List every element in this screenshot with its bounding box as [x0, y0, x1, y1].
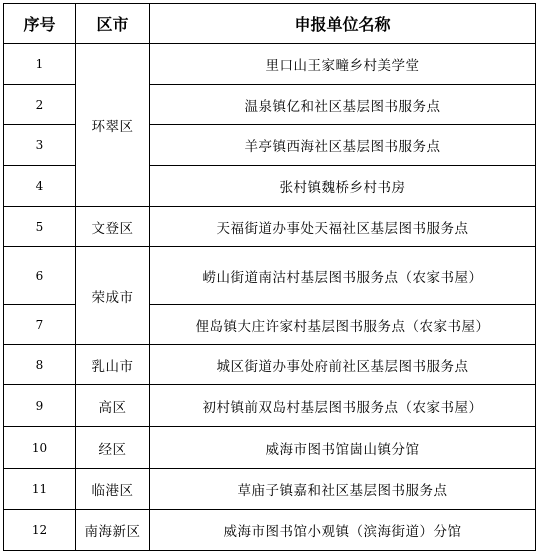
header-serial: 序号: [4, 4, 76, 44]
row-unit-name: 天福街道办事处天福社区基层图书服务点: [150, 207, 536, 247]
row-district: 荣成市: [76, 247, 150, 345]
row-unit-name: 张村镇魏桥乡村书房: [150, 166, 536, 207]
row-unit-name: 威海市图书馆小观镇（滨海街道）分馆: [150, 510, 536, 551]
table-row: [4, 345, 536, 385]
row-district: 临港区: [76, 469, 150, 510]
row-serial: 5: [4, 207, 76, 247]
applicant-table: [3, 3, 536, 551]
row-district: 文登区: [76, 207, 150, 247]
row-district: 经区: [76, 427, 150, 469]
table-row: [4, 469, 536, 510]
table-row: [4, 44, 536, 85]
row-unit-name: 初村镇前双岛村基层图书服务点（农家书屋）: [150, 385, 536, 427]
row-serial: 12: [4, 510, 76, 551]
table-row: [4, 247, 536, 305]
row-serial: 10: [4, 427, 76, 469]
row-serial: 4: [4, 166, 76, 207]
row-unit-name: 城区街道办事处府前社区基层图书服务点: [150, 345, 536, 385]
row-unit-name: 羊亭镇西海社区基层图书服务点: [150, 125, 536, 166]
header-row: [4, 4, 536, 44]
row-unit-name: 威海市图书馆崮山镇分馆: [150, 427, 536, 469]
row-serial: 9: [4, 385, 76, 427]
row-serial: 2: [4, 85, 76, 125]
row-district: 南海新区: [76, 510, 150, 551]
header-unit-name: 申报单位名称: [150, 4, 536, 44]
row-serial: 6: [4, 247, 76, 305]
row-serial: 7: [4, 305, 76, 345]
row-serial: 3: [4, 125, 76, 166]
row-serial: 1: [4, 44, 76, 85]
row-unit-name: 温泉镇亿和社区基层图书服务点: [150, 85, 536, 125]
row-unit-name: 崂山街道南沽村基层图书服务点（农家书屋）: [150, 247, 536, 305]
row-serial: 11: [4, 469, 76, 510]
table-row: [4, 510, 536, 551]
row-district: 乳山市: [76, 345, 150, 385]
row-serial: 8: [4, 345, 76, 385]
table-row: [4, 385, 536, 427]
row-unit-name: 俚岛镇大庄许家村基层图书服务点（农家书屋）: [150, 305, 536, 345]
row-unit-name: 里口山王家疃乡村美学堂: [150, 44, 536, 85]
table-row: [4, 207, 536, 247]
row-unit-name: 草庙子镇嘉和社区基层图书服务点: [150, 469, 536, 510]
row-district: 高区: [76, 385, 150, 427]
header-district: 区市: [76, 4, 150, 44]
table-row: [4, 427, 536, 469]
row-district: 环翠区: [76, 44, 150, 207]
